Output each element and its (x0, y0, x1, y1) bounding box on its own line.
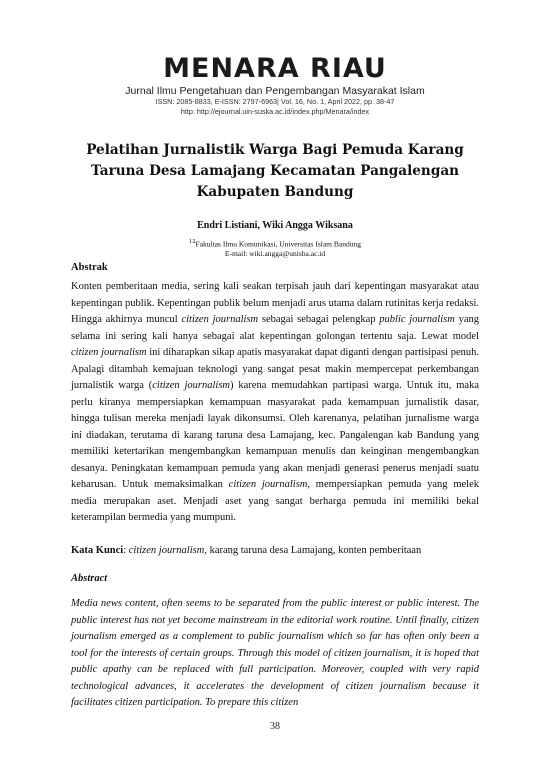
abstrak-term-2: public journalism (379, 314, 455, 325)
abstrak-heading: Abstrak (71, 262, 108, 273)
abstrak-text-1: Konten pemberitaan media, sering kali seakan terpisah jauh dari kepentingan masyarakat atau kepentingan publik. Kepentingan publik belum menjadi arus utama dalam rutinitas kerja redaksi. Hingga akhirnya muncul (71, 281, 479, 325)
keywords-colon: : (123, 545, 129, 556)
article-title: Pelatihan Jurnalistik Warga Bagi Pemuda Karang Taruna Desa Lamajang Kecamatan Pangalengan Kabupaten Bandung (86, 142, 464, 200)
abstrak-term-1: citizen journalism (181, 314, 259, 325)
abstract-heading: Abstract (71, 573, 108, 584)
author-affiliation-block (0, 237, 550, 258)
keywords-italic: citizen journalism, (128, 545, 207, 556)
abstrak-text-2: sebagai sebagai pelengkap (258, 314, 380, 325)
abstrak-term-3: citizen journalism (71, 347, 147, 358)
journal-masthead (0, 54, 550, 117)
abstrak-text-5: ) karena memudahkan partipasi warga. Untuk itu, maka perlu kiranya mempersiapkan kemampuan masyarakat pada kemampuan jurnalistik dasar, hingga tulisan mereka menjadi layak dikonsumsi. Oleh karenanya, pelatihan jurnalisme warga ini diadakan, terutama di karang taruna desa Lamajang, kec. Pangalengan kab Bandung yang memiliki ketertarikan mengembangkan kemampuan menulis dan keinginan mengembangkan desanya. Peningkatan kemampuan pemuda yang akan menjadi generasi penerus menjadi suatu keharusan. Untuk memaksimalkan (71, 380, 479, 490)
author-email[interactable]: E-mail: wiki.angga@unisba.ac.id (224, 248, 326, 258)
abstrak-text-3: yang selama ini sering kali hanya sebagai alat kepentingan golongan tertentu saja. Lewat model (71, 314, 479, 342)
keywords-rest: karang taruna desa Lamajang, konten pemberitaan (206, 545, 422, 556)
abstrak-term-5: citizen journalism (228, 479, 308, 490)
article-authors: Endri Listiani, Wiki Angga Wiksana (197, 220, 353, 231)
abstrak-paragraph (71, 279, 479, 527)
abstract-paragraph: Media news content, often seems to be separated from the public interest or public interest. The public interest has not yet become mainstream in the editorial work routine. Until finally, citizen journalism emerged as a complement to public journalism which so far has often only been a tool for the interests of certain groups. Through this model of citizen journalism, it is hoped that public apathy can be replaced with full participation. Moreover, coupled with very rapid technological advances, it accelerates the development of citizen journalism because it facilitates citizen participation. To prepare this citizen (71, 598, 479, 708)
affiliation-text: Fakultas Ilmu Komunikasi, Universitas Islam Bandung (195, 239, 361, 249)
abstrak-text-6: , mempersiapkan pemuda yang melek media merupakan aset. Menjadi aset yang sangat berharga pemuda ini memiliki bekal keterampilan bermedia yang mumpuni. (71, 479, 479, 523)
keywords-line (71, 545, 479, 556)
journal-subtitle: Jurnal Ilmu Pengetahuan dan Pengembangan Masyarakat Islam (125, 85, 425, 97)
journal-url[interactable]: http: http://ejournal.uin-suska.ac.id/index.php/Menara/index (180, 107, 370, 116)
journal-issn: ISSN: 2085-8833, E-ISSN: 2797-6963| Vol. 16, No. 1, April 2022, pp. 38-47 (155, 97, 395, 106)
keywords-label: Kata Kunci (71, 545, 124, 556)
abstrak-term-4: citizen journalism (152, 380, 231, 391)
journal-name: MENARA RIAU (163, 53, 387, 84)
affiliation-line (0, 237, 550, 249)
affiliation-superscript: 12 (189, 238, 196, 245)
page-number: 38 (270, 721, 280, 732)
abstrak-text-4: ini diharapkan sikap apatis masyarakat dapat diganti dengan partisipasi penuh. Apalagi ditambah kemajuan teknologi yang sangat pesat makin mempercepat perkembangan jurnalistik warga ( (71, 347, 479, 391)
